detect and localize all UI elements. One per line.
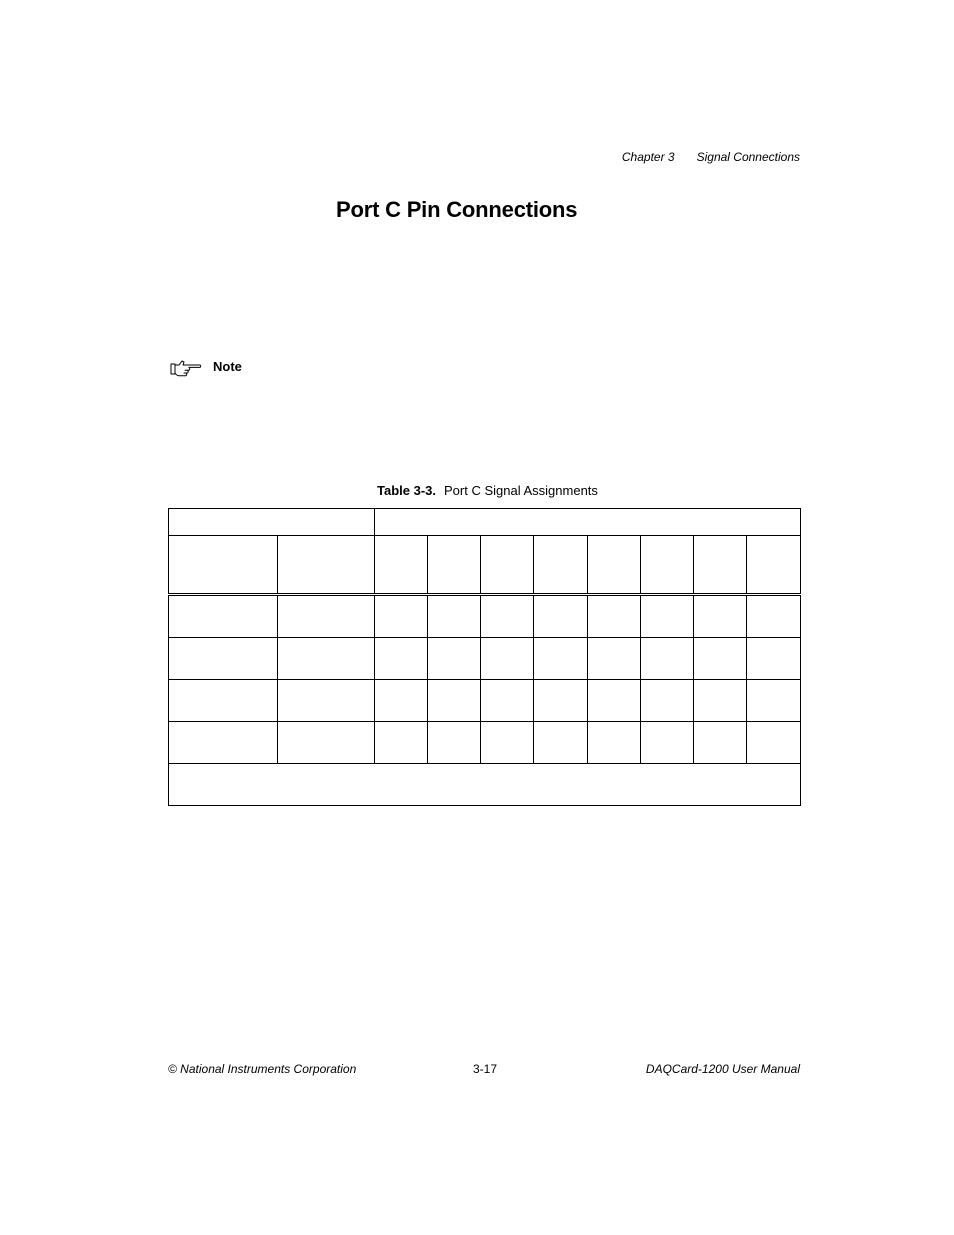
table-cell xyxy=(481,722,534,764)
table-cell xyxy=(278,722,375,764)
table-cell xyxy=(534,722,588,764)
table-cell xyxy=(375,722,428,764)
table-cell xyxy=(588,638,641,680)
table-group-header-row xyxy=(169,509,801,536)
running-header xyxy=(622,150,800,164)
table-cell xyxy=(534,595,588,638)
table-cell xyxy=(428,722,481,764)
section-title: Port C Pin Connections xyxy=(336,197,578,222)
table-cell xyxy=(694,595,747,638)
table-cell xyxy=(278,680,375,722)
table-cell xyxy=(641,595,694,638)
table-cell xyxy=(694,536,747,595)
table-cell xyxy=(588,536,641,595)
table-cell xyxy=(375,536,428,595)
table-cell xyxy=(375,509,801,536)
table-row xyxy=(169,722,801,764)
table-cell xyxy=(428,595,481,638)
chapter-label: Chapter 3 xyxy=(621,150,675,164)
table-cell xyxy=(169,638,278,680)
table-cell xyxy=(534,680,588,722)
table-cell xyxy=(641,680,694,722)
table-cell xyxy=(747,638,801,680)
table-cell xyxy=(747,722,801,764)
table-cell xyxy=(278,595,375,638)
table-cell xyxy=(428,638,481,680)
table-title: Port C Signal Assignments xyxy=(444,483,598,498)
table-cell xyxy=(375,595,428,638)
footer-copyright: © National Instruments Corporation xyxy=(168,1062,357,1076)
table-cell xyxy=(481,595,534,638)
table-cell xyxy=(747,536,801,595)
table-cell xyxy=(694,680,747,722)
port-c-signal-table xyxy=(168,508,801,806)
table-cell xyxy=(428,680,481,722)
table-cell xyxy=(747,595,801,638)
table-row xyxy=(169,595,801,638)
table-cell xyxy=(481,536,534,595)
table-cell xyxy=(278,638,375,680)
section-label: Signal Connections xyxy=(696,150,800,164)
note-label: Note xyxy=(213,359,242,374)
table-row xyxy=(169,638,801,680)
table-cell xyxy=(428,536,481,595)
table-cell xyxy=(481,638,534,680)
table-cell xyxy=(375,638,428,680)
table-cell xyxy=(375,680,428,722)
table-cell xyxy=(747,680,801,722)
table-row xyxy=(169,680,801,722)
table-cell xyxy=(641,722,694,764)
table-cell xyxy=(694,638,747,680)
pointing-hand-icon xyxy=(170,359,202,377)
table-cell xyxy=(641,638,694,680)
table-cell xyxy=(534,536,588,595)
table-cell xyxy=(169,509,375,536)
table-cell xyxy=(588,722,641,764)
table-footnote-row xyxy=(169,764,801,806)
table-cell xyxy=(169,595,278,638)
table-cell xyxy=(694,722,747,764)
table-cell xyxy=(641,536,694,595)
footer-manual-title: DAQCard-1200 User Manual xyxy=(645,1062,800,1076)
table-cell xyxy=(169,536,278,595)
table-cell xyxy=(534,638,588,680)
table-cell xyxy=(278,536,375,595)
table-number: Table 3-3. xyxy=(377,483,437,498)
table-cell xyxy=(481,680,534,722)
table-cell xyxy=(169,722,278,764)
table-cell xyxy=(588,680,641,722)
footer-page-number: 3-17 xyxy=(473,1062,498,1076)
table-header-row xyxy=(169,536,801,595)
table-cell xyxy=(169,680,278,722)
table-cell xyxy=(169,764,801,806)
table-cell xyxy=(588,595,641,638)
table-caption xyxy=(377,483,598,498)
